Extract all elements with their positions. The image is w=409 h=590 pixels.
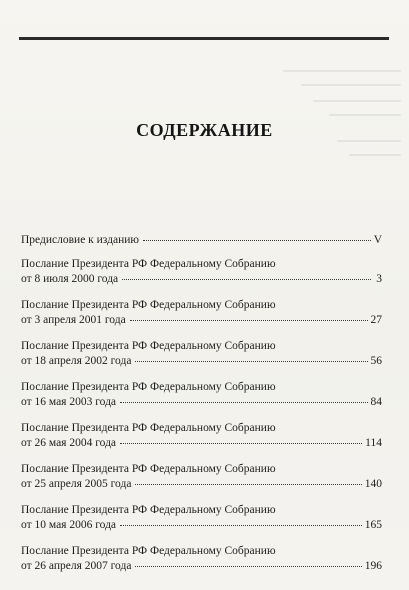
toc-entry-title: Послание Президента РФ Федеральному Собранию — [21, 545, 276, 557]
toc-entry[interactable] — [21, 503, 382, 533]
toc-entry-date: от 26 мая 2004 года — [21, 437, 117, 449]
toc-entry-title: Послание Президента РФ Федеральному Собранию — [21, 463, 276, 475]
dot-leader — [122, 278, 371, 280]
toc-entry[interactable] — [21, 544, 382, 574]
toc-entry-date: от 10 мая 2006 года — [21, 519, 117, 531]
toc-entry-date: от 26 апреля 2007 года — [21, 560, 132, 572]
toc-entry-date: от 16 мая 2003 года — [21, 396, 117, 408]
toc-page-number: 84 — [370, 396, 382, 408]
dot-leader — [135, 483, 361, 485]
toc-entry[interactable] — [21, 257, 382, 287]
toc-page-number: 56 — [370, 355, 382, 367]
toc-entry-line — [21, 233, 382, 248]
toc-page-number: 140 — [364, 478, 382, 490]
dot-leader — [120, 442, 362, 444]
bleed-through-text — [329, 114, 401, 116]
toc-page-number: 165 — [364, 519, 382, 531]
toc-entry-date: от 3 апреля 2001 года — [21, 314, 126, 326]
toc-entry-date: от 25 апреля 2005 года — [21, 478, 132, 490]
toc-entry-line — [21, 436, 382, 451]
toc-entry-line — [21, 559, 382, 574]
toc-entry-line — [21, 354, 382, 369]
toc-entry-line — [21, 272, 382, 287]
toc-entry[interactable] — [21, 380, 382, 410]
toc-entry[interactable] — [21, 462, 382, 492]
toc-entry[interactable] — [21, 298, 382, 328]
dot-leader — [135, 360, 367, 362]
toc-entry-title: Послание Президента РФ Федеральному Собранию — [21, 504, 276, 516]
bleed-through-text — [283, 70, 401, 72]
toc-entry-title: Послание Президента РФ Федеральному Собранию — [21, 340, 276, 352]
top-rule — [19, 37, 389, 40]
dot-leader — [135, 565, 361, 567]
toc-entry[interactable] — [21, 233, 382, 248]
toc-page-number: 196 — [364, 560, 382, 572]
toc-entry[interactable] — [21, 421, 382, 451]
page-title: СОДЕРЖАНИЕ — [136, 120, 273, 140]
toc-entry-title: Послание Президента РФ Федеральному Собранию — [21, 381, 276, 393]
dot-leader — [130, 319, 368, 321]
toc-page-number: 3 — [376, 273, 382, 285]
bleed-through-text — [349, 154, 401, 156]
bleed-through-text — [313, 100, 401, 102]
bleed-through-text — [301, 84, 401, 86]
toc-entry-line — [21, 313, 382, 328]
dot-leader — [120, 524, 362, 526]
toc-page-number: 114 — [365, 437, 382, 449]
toc-entry-date: от 18 апреля 2002 года — [21, 355, 132, 367]
toc-entry-title: Послание Президента РФ Федеральному Собранию — [21, 422, 276, 434]
table-of-contents — [21, 233, 382, 585]
toc-page-number: 27 — [370, 314, 382, 326]
toc-entry-title: Предисловие к изданию — [21, 234, 139, 246]
toc-entry-title: Послание Президента РФ Федеральному Собранию — [21, 258, 276, 270]
toc-entry-line — [21, 395, 382, 410]
toc-entry-date: от 8 июля 2000 года — [21, 273, 119, 285]
toc-entry-line — [21, 477, 382, 492]
toc-entry[interactable] — [21, 339, 382, 369]
toc-entry-line — [21, 518, 382, 533]
dot-leader — [120, 401, 367, 403]
toc-page-number: V — [373, 234, 382, 246]
dot-leader — [143, 239, 371, 241]
toc-entry-title: Послание Президента РФ Федеральному Собранию — [21, 299, 276, 311]
